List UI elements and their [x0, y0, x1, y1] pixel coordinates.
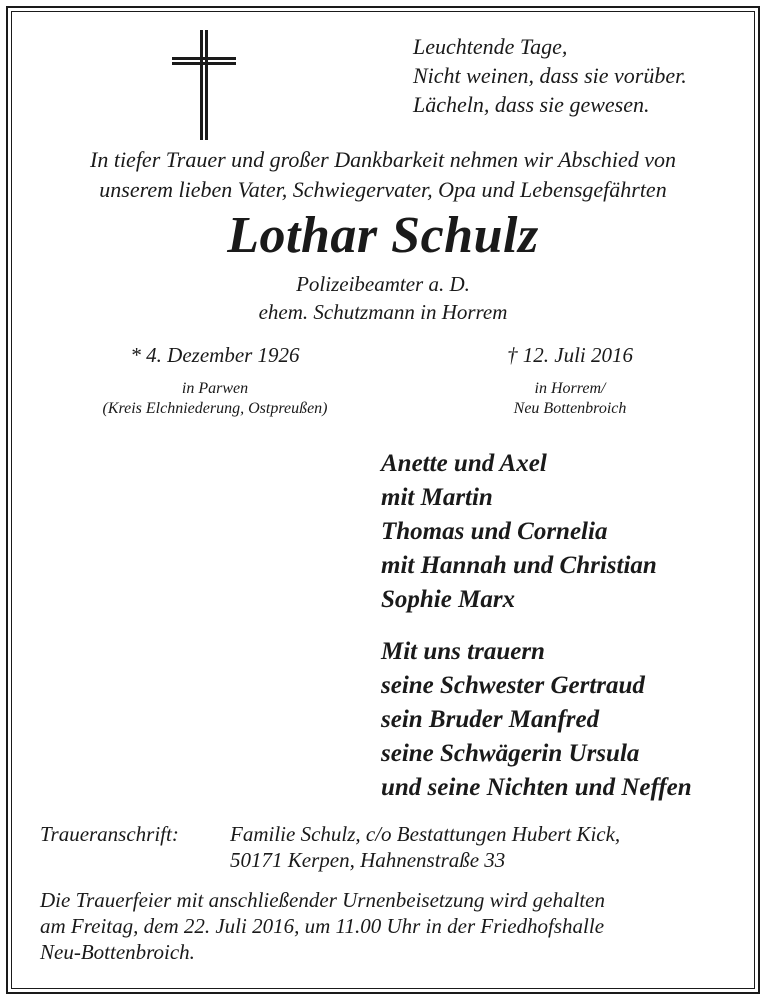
- family-list: [381, 447, 657, 617]
- mourners-line: seine Schwester Gertraud: [381, 672, 645, 699]
- poem-line: Lächeln, dass sie gewesen.: [413, 92, 650, 117]
- mourners-list: [381, 635, 692, 805]
- poem-line: Leuchtende Tage,: [413, 34, 568, 59]
- deceased-name: Lothar Schulz: [227, 207, 539, 264]
- address-line-2: 50171 Kerpen, Hahnenstraße 33: [230, 848, 506, 872]
- mourners-line: und seine Nichten und Neffen: [381, 774, 692, 801]
- deceased-title-2: ehem. Schutzmann in Horrem: [258, 300, 508, 324]
- ceremony-line-2: am Freitag, dem 22. Juli 2016, um 11.00 Uhr in der Friedhofshalle: [40, 914, 605, 938]
- address-line-1: Familie Schulz, c/o Bestattungen Hubert Kick,: [230, 822, 621, 846]
- deceased-title-1: Polizeibeamter a. D.: [296, 272, 470, 296]
- family-line: mit Hannah und Christian: [381, 552, 657, 579]
- cross-icon: [172, 30, 236, 140]
- birth-place-1: in Parwen: [181, 380, 249, 397]
- ceremony-line-1: Die Trauerfeier mit anschließender Urnenbeisetzung wird gehalten: [40, 888, 605, 912]
- family-line: mit Martin: [381, 484, 493, 511]
- ceremony-line-3: Neu-Bottenbroich.: [40, 940, 195, 964]
- death-date: † 12. Juli 2016: [507, 343, 633, 367]
- poem-line: Nicht weinen, dass sie vorüber.: [413, 63, 687, 88]
- poem: [413, 32, 687, 119]
- mourners-line: seine Schwägerin Ursula: [381, 740, 640, 767]
- birth-place-2: (Kreis Elchniederung, Ostpreußen): [102, 400, 328, 417]
- death-place-2: Neu Bottenbroich: [513, 400, 627, 417]
- family-line: Sophie Marx: [381, 586, 516, 613]
- death-place-1: in Horrem/: [534, 380, 606, 397]
- intro-line-2: unserem lieben Vater, Schwiegervater, Opa und Lebensgefährten: [99, 177, 667, 202]
- family-line: Thomas und Cornelia: [381, 518, 608, 545]
- family-line: Anette und Axel: [381, 450, 547, 477]
- intro-line-1: In tiefer Trauer und großer Dankbarkeit nehmen wir Abschied von: [90, 147, 676, 172]
- birth-date: * 4. Dezember 1926: [130, 343, 300, 367]
- address-label: Traueranschrift:: [40, 822, 179, 846]
- mourners-line: sein Bruder Manfred: [381, 706, 600, 733]
- mourners-line: Mit uns trauern: [381, 638, 545, 665]
